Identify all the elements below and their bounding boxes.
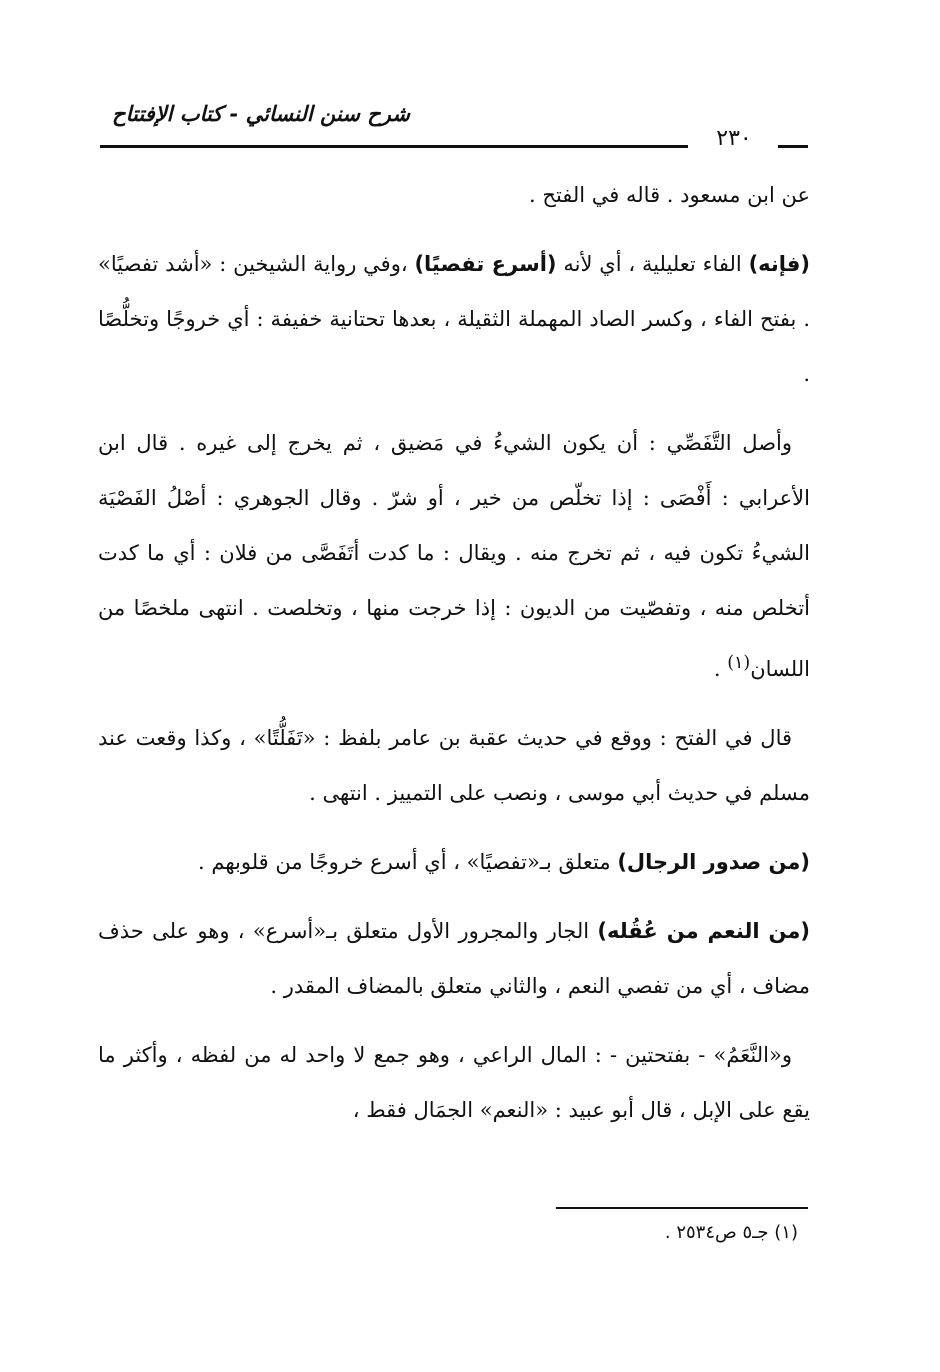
main-text bbox=[98, 168, 810, 1152]
commentary-lemma: (من النعم من عُقُله) bbox=[597, 919, 810, 943]
header-rule bbox=[100, 145, 688, 148]
footnote: (١) جـ٥ ص٢٥٣٤ . bbox=[664, 1222, 798, 1243]
footnote-separator bbox=[556, 1207, 808, 1209]
paragraph bbox=[98, 904, 810, 1014]
paragraph-text: . bbox=[713, 657, 728, 681]
paragraph-text: الفاء تعليلية ، أي لأنه bbox=[556, 252, 749, 276]
page-number-rule bbox=[778, 145, 808, 148]
footnote-marker[interactable]: (١) bbox=[727, 653, 751, 673]
paragraph-text: قال في الفتح : ووقع في حديث عقبة بن عامر بلفظ : «تَفَلُّتًا» ، وكذا وقعت عند مسلم في حديث أبي موسى ، ونصب على التمييز . انتهى . bbox=[98, 726, 810, 805]
paragraph-text: ،وفي رواية الشيخين : «أشد تفصيًا» . بفتح الفاء ، وكسر الصاد المهملة الثقيلة ، بعدها تحتانية خفيفة : أي خروجًا وتخلُّصًا . bbox=[98, 252, 810, 386]
paragraph-text: متعلق بـ«تفصيًا» ، أي أسرع خروجًا من قلوبهم . bbox=[198, 850, 618, 874]
commentary-lemma: (أسرع تفصيًا) bbox=[414, 252, 557, 276]
page-number: ٢٣٠ bbox=[716, 126, 752, 151]
paragraph-text: عن ابن مسعود . قاله في الفتح . bbox=[529, 183, 810, 207]
paragraph bbox=[98, 237, 810, 402]
paragraph-text: الجار والمجرور الأول متعلق بـ«أسرع» ، وهو على حذف مضاف ، أي من تفصي النعم ، والثاني متعلق بالمضاف المقدر . bbox=[98, 919, 810, 998]
paragraph-text: وأصل التَّفَصِّي : أن يكون الشيءُ في مَضيق ، ثم يخرج إلى غيره . قال ابن الأعرابي : أَفْصَى : إذا تخلّص من خير ، أو شرّ . وقال الجوهري : أصْلُ الفَصْيَة الشيءُ تكون فيه ، ثم تخرج منه . ويقال : ما كدت أتَفَصَّى من فلان : أي ما كدت أتخلص منه ، وتفصّيت من الديون : إذا خرجت منها ، وتخلصت . انتهى ملخصًا من اللسان bbox=[98, 431, 810, 681]
paragraph bbox=[98, 835, 810, 890]
paragraph-text: و«النَّعَمُ» - بفتحتين - : المال الراعي ، وهو جمع لا واحد له من لفظه ، وأكثر ما يقع على الإبل ، قال أبو عبيد : «النعم» الجمَال فقط ، bbox=[98, 1043, 810, 1122]
commentary-lemma: (من صدور الرجال) bbox=[617, 850, 810, 874]
paragraph bbox=[98, 168, 810, 223]
running-header-title: شرح سنن النسائي - كتاب الإفتتاح bbox=[112, 102, 410, 126]
commentary-lemma: (فإنه) bbox=[748, 252, 811, 276]
paragraph bbox=[98, 416, 810, 697]
paragraph bbox=[98, 711, 810, 821]
paragraph bbox=[98, 1028, 810, 1138]
